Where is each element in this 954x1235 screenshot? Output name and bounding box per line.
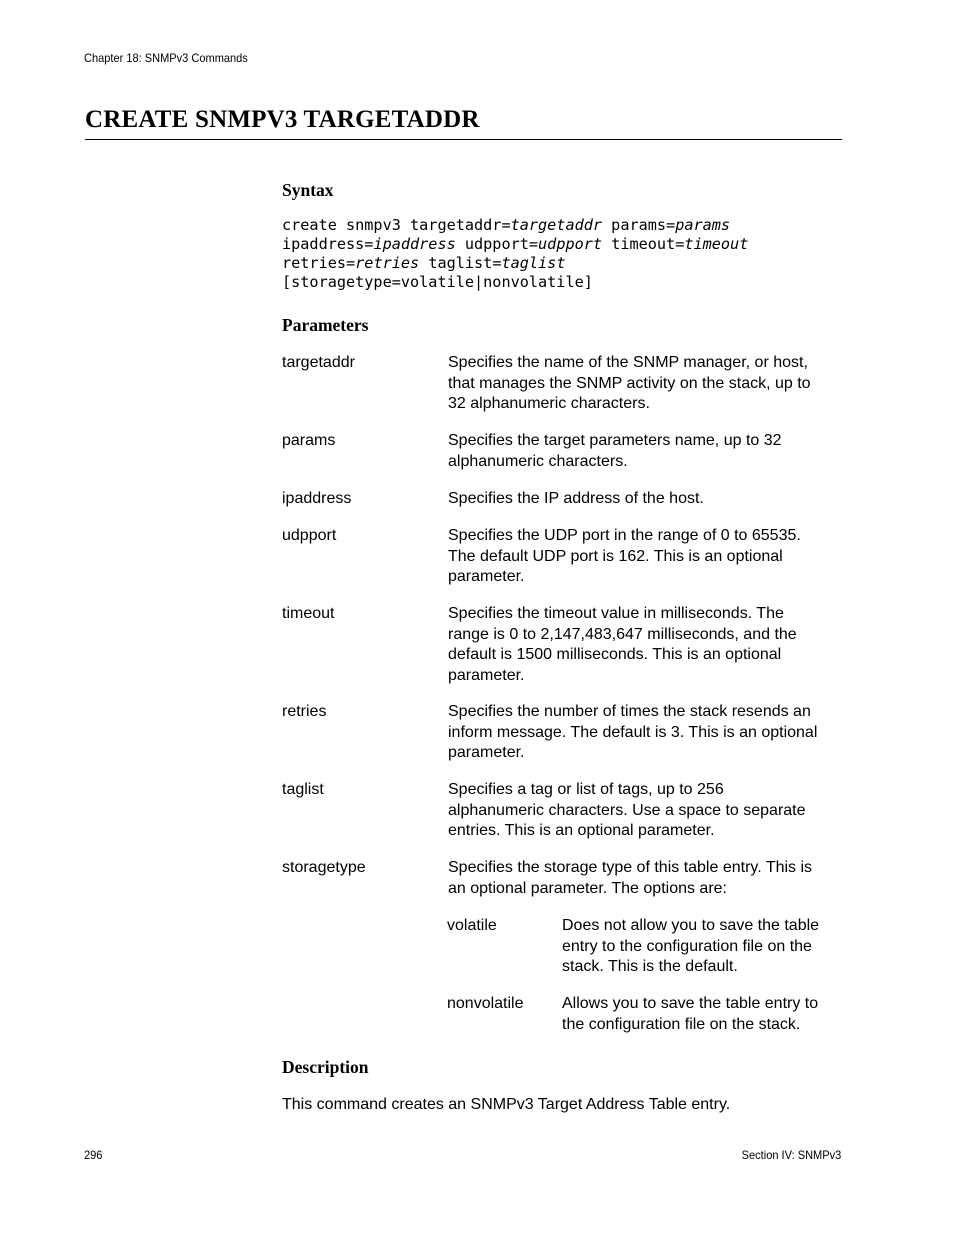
syntax-line (282, 216, 748, 235)
syntax-keyword: create snmpv3 targetaddr= (282, 216, 511, 234)
storage-option-name: nonvolatile (447, 995, 524, 1012)
syntax-keyword: params= (602, 216, 676, 234)
syntax-variable: params (675, 216, 731, 234)
description-line: that manages the SNMP activity on the stack, up to (448, 374, 811, 392)
description-heading: Description (282, 1057, 369, 1077)
description-line: Specifies the UDP port in the range of 0 to 65535. (448, 527, 801, 544)
description-line: entry to the configuration file on the (562, 937, 812, 955)
parameter-name: storagetype (282, 859, 366, 876)
parameter-description (448, 489, 844, 510)
syntax-keyword: [storagetype=volatile|nonvolatile] (282, 273, 593, 291)
page-number: 296 (84, 1148, 103, 1162)
parameter-name: ipaddress (282, 490, 352, 507)
syntax-variable: targetaddr (510, 216, 603, 234)
parameter-name: retries (282, 703, 327, 720)
syntax-line (282, 273, 748, 292)
description-line: alphanumeric characters. (448, 452, 628, 470)
page-title: CREATE SNMPV3 TARGETADDR (85, 106, 480, 133)
parameter-name: udpport (282, 527, 337, 544)
title-rule (85, 139, 842, 140)
description-line: The default UDP port is 162. This is an optional (448, 547, 783, 565)
description-line: Specifies the storage type of this table entry. This is (448, 859, 813, 876)
description-line: Specifies the timeout value in milliseconds. The (448, 605, 784, 622)
description-line: Specifies the IP address of the host. (448, 490, 704, 507)
syntax-keyword: timeout= (602, 235, 685, 253)
parameter-name: params (282, 432, 336, 449)
description-line: the configuration file on the stack. (562, 1015, 801, 1033)
parameter-description (448, 702, 844, 764)
description-line: Does not allow you to save the table (562, 917, 820, 934)
description-line: parameter. (448, 666, 525, 684)
parameter-description (448, 780, 844, 842)
description-line: Specifies the name of the SNMP manager, or host, (448, 354, 808, 371)
description-line: range is 0 to 2,147,483,647 milliseconds, and the (448, 625, 797, 643)
syntax-heading: Syntax (282, 180, 334, 200)
footer-section: Section IV: SNMPv3 (741, 1148, 841, 1162)
description-line: Specifies the number of times the stack resends an (448, 703, 811, 720)
parameter-description (448, 858, 844, 899)
syntax-variable: retries (355, 254, 420, 272)
description-line: Specifies a tag or list of tags, up to 256 (448, 781, 724, 798)
syntax-variable: timeout (684, 235, 749, 253)
parameter-description (448, 431, 844, 472)
syntax-variable: taglist (501, 254, 566, 272)
description-line: parameter. (448, 744, 525, 761)
parameter-description (448, 353, 844, 415)
storage-option-description (562, 994, 846, 1035)
description-line: 32 alphanumeric characters. (448, 395, 650, 412)
syntax-block (282, 216, 748, 292)
description-line: inform message. The default is 3. This is an optional (448, 723, 818, 741)
parameter-description (448, 604, 844, 686)
description-line: Allows you to save the table entry to (562, 995, 819, 1012)
description-line: an optional parameter. The options are: (448, 879, 727, 897)
running-header: Chapter 18: SNMPv3 Commands (84, 51, 248, 65)
description-line: alphanumeric characters. Use a space to separate (448, 801, 806, 819)
syntax-variable: ipaddress (373, 235, 456, 253)
syntax-keyword: retries= (282, 254, 356, 272)
syntax-variable: udpport (538, 235, 603, 253)
description-line: parameter. (448, 568, 525, 585)
parameter-description (448, 526, 844, 588)
description-line: default is 1500 milliseconds. This is an optional (448, 646, 782, 663)
storage-option-description (562, 916, 846, 978)
syntax-keyword: ipaddress= (282, 235, 374, 253)
description-line: stack. This is the default. (562, 958, 738, 975)
parameters-heading: Parameters (282, 315, 369, 335)
parameter-name: timeout (282, 605, 335, 622)
description-text: This command creates an SNMPv3 Target Address Table entry. (282, 1096, 731, 1113)
description-line: Specifies the target parameters name, up to 32 (448, 432, 782, 449)
parameter-name: taglist (282, 781, 324, 798)
parameter-name: targetaddr (282, 354, 355, 371)
description-line: entries. This is an optional parameter. (448, 822, 715, 839)
syntax-keyword: taglist= (419, 254, 502, 272)
syntax-line (282, 254, 748, 273)
storage-option-name: volatile (447, 917, 497, 934)
syntax-line (282, 235, 748, 254)
syntax-keyword: udpport= (455, 235, 539, 253)
